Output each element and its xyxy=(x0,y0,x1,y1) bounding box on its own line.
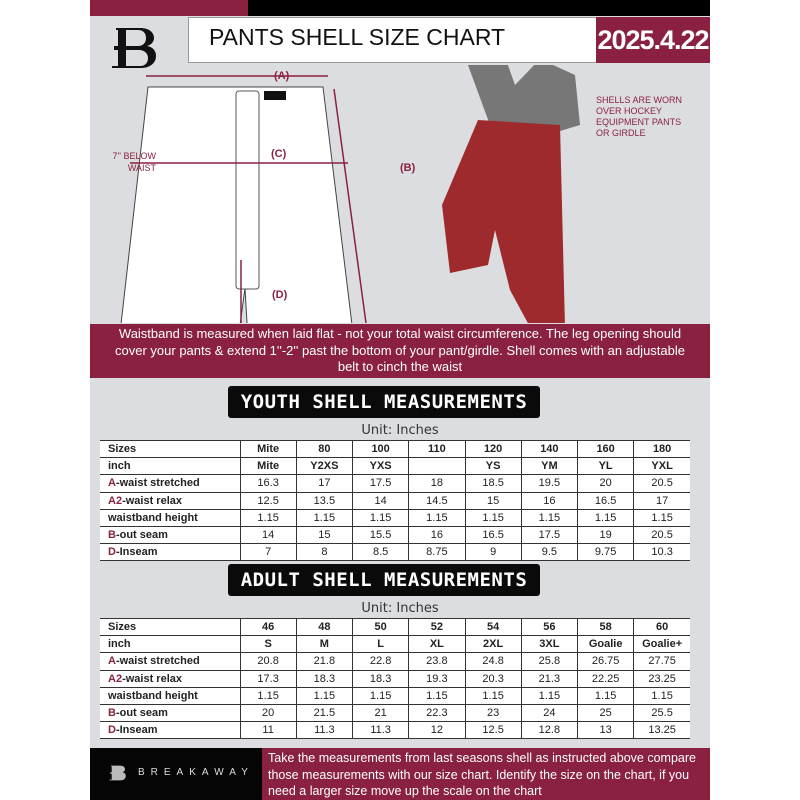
table-cell: 12.5 xyxy=(465,722,521,739)
table-cell: 100 xyxy=(353,441,409,458)
table-cell: 27.75 xyxy=(634,653,690,670)
measure-key: A2 xyxy=(108,494,123,507)
table-cell: 11.3 xyxy=(353,722,409,739)
table-cell: 20 xyxy=(240,704,296,721)
table-cell: 22.25 xyxy=(578,670,634,687)
adult-size-table xyxy=(100,618,690,739)
measure-key: A xyxy=(108,655,116,668)
table-cell: Mite xyxy=(240,441,296,458)
table-cell: L xyxy=(353,636,409,653)
table-cell: 11 xyxy=(240,722,296,739)
row-label xyxy=(100,475,240,492)
table-cell: 15.5 xyxy=(353,526,409,543)
row-label xyxy=(100,619,240,636)
table-cell: 1.15 xyxy=(634,687,690,704)
table-cell: 24 xyxy=(521,704,577,721)
table-cell: Goalie+ xyxy=(634,636,690,653)
date-badge: 2025.4.22 xyxy=(596,17,710,63)
row-label xyxy=(100,653,240,670)
table-cell: 21.3 xyxy=(521,670,577,687)
table-cell: 1.15 xyxy=(353,687,409,704)
table-cell: 22.8 xyxy=(353,653,409,670)
table-cell: 120 xyxy=(465,441,521,458)
table-cell: 3XL xyxy=(521,636,577,653)
table-cell: 54 xyxy=(465,619,521,636)
table-cell: 1.15 xyxy=(634,509,690,526)
table-cell: 13.25 xyxy=(634,722,690,739)
table-row xyxy=(100,475,690,492)
table-cell: Y2XS xyxy=(296,458,352,475)
table-cell: 1.15 xyxy=(521,509,577,526)
row-label-text: Sizes xyxy=(108,443,137,456)
table-row xyxy=(100,653,690,670)
table-cell: 17.5 xyxy=(353,475,409,492)
table-cell: 12.8 xyxy=(521,722,577,739)
measure-key: B xyxy=(108,529,116,542)
table-cell: 160 xyxy=(578,441,634,458)
table-cell: YS xyxy=(465,458,521,475)
table-cell: 1.15 xyxy=(353,509,409,526)
table-cell: 13.5 xyxy=(296,492,352,509)
table-cell: YL xyxy=(578,458,634,475)
table-cell: 23.8 xyxy=(409,653,465,670)
table-cell: 21.8 xyxy=(296,653,352,670)
measurement-info: Waistband is measured when laid flat - not your total waist circumference. The leg opening should cover your pants & extend 1''-2'' past the bottom of your pant/girdle. Shell comes with an adjustable belt to cinch the waist xyxy=(90,324,710,378)
row-label-text: -out seam xyxy=(115,529,168,542)
table-cell: 18.3 xyxy=(296,670,352,687)
table-cell: 17 xyxy=(634,492,690,509)
table-cell: 1.15 xyxy=(578,509,634,526)
row-label xyxy=(100,704,240,721)
table-cell: 52 xyxy=(409,619,465,636)
shell-note: SHELLS ARE WORN OVER HOCKEY EQUIPMENT PANTS OR GIRDLE xyxy=(596,95,683,138)
row-label-text: -Inseam xyxy=(115,724,158,737)
table-cell: 23 xyxy=(465,704,521,721)
table-cell: 11.3 xyxy=(296,722,352,739)
table-cell: 1.15 xyxy=(409,687,465,704)
measure-key: D xyxy=(108,724,116,737)
row-label xyxy=(100,636,240,653)
row-label-text: -waist relax xyxy=(122,494,182,507)
table-cell: YM xyxy=(521,458,577,475)
table-cell: 2XL xyxy=(465,636,521,653)
table-cell: 15 xyxy=(296,526,352,543)
table-cell: Goalie xyxy=(578,636,634,653)
table-cell: 16.5 xyxy=(465,526,521,543)
table-cell: 14 xyxy=(353,492,409,509)
table-cell: 18 xyxy=(409,475,465,492)
footer-brand-name: BREAKAWAY xyxy=(138,767,254,778)
row-label xyxy=(100,687,240,704)
table-cell: 25 xyxy=(578,704,634,721)
table-cell: 19.5 xyxy=(521,475,577,492)
table-cell: 18.3 xyxy=(353,670,409,687)
footer-logo-icon xyxy=(108,762,128,784)
row-label-text: inch xyxy=(108,460,131,473)
table-row xyxy=(100,722,690,739)
table-cell: Mite xyxy=(240,458,296,475)
table-cell: 17 xyxy=(296,475,352,492)
table-cell: 21 xyxy=(353,704,409,721)
table-cell: 50 xyxy=(353,619,409,636)
table-cell: 23.25 xyxy=(634,670,690,687)
table-cell: 14 xyxy=(240,526,296,543)
row-label-text: -waist stretched xyxy=(115,655,200,668)
table-cell: 16.5 xyxy=(578,492,634,509)
table-cell: 16 xyxy=(521,492,577,509)
row-label xyxy=(100,509,240,526)
table-cell: 180 xyxy=(634,441,690,458)
label-b: (B) xyxy=(400,162,416,174)
youth-unit: Unit: Inches xyxy=(361,423,439,438)
below-waist-note: 7'' BELOW WAIST xyxy=(112,151,156,173)
table-cell: 58 xyxy=(578,619,634,636)
row-label xyxy=(100,544,240,561)
table-cell: 21.5 xyxy=(296,704,352,721)
table-cell: 1.15 xyxy=(240,509,296,526)
table-cell: 20.3 xyxy=(465,670,521,687)
table-cell: 8 xyxy=(296,544,352,561)
row-label xyxy=(100,492,240,509)
row-label xyxy=(100,526,240,543)
table-row xyxy=(100,544,690,561)
measure-key: B xyxy=(108,707,116,720)
table-cell: M xyxy=(296,636,352,653)
table-cell: S xyxy=(240,636,296,653)
table-cell: 1.15 xyxy=(296,509,352,526)
row-label-text: -Inseam xyxy=(115,546,158,559)
table-row xyxy=(100,704,690,721)
label-d: (D) xyxy=(272,289,288,301)
table-cell: YXL xyxy=(634,458,690,475)
table-cell: XL xyxy=(409,636,465,653)
table-cell: 9 xyxy=(465,544,521,561)
table-cell: 60 xyxy=(634,619,690,636)
table-row xyxy=(100,458,690,475)
table-cell: 140 xyxy=(521,441,577,458)
table-cell: 8.5 xyxy=(353,544,409,561)
table-cell: 19.3 xyxy=(409,670,465,687)
top-bar xyxy=(248,0,710,16)
table-row xyxy=(100,687,690,704)
table-cell xyxy=(409,458,465,475)
measure-key: D xyxy=(108,546,116,559)
table-cell: 17.5 xyxy=(521,526,577,543)
table-cell: 20.5 xyxy=(634,475,690,492)
table-cell: 12.5 xyxy=(240,492,296,509)
table-cell: 8.75 xyxy=(409,544,465,561)
table-row xyxy=(100,509,690,526)
title-box xyxy=(188,17,596,63)
table-cell: 22.3 xyxy=(409,704,465,721)
table-row xyxy=(100,619,690,636)
table-cell: 16 xyxy=(409,526,465,543)
table-cell: 80 xyxy=(296,441,352,458)
table-cell: 25.5 xyxy=(634,704,690,721)
table-cell: 9.5 xyxy=(521,544,577,561)
table-cell: 24.8 xyxy=(465,653,521,670)
youth-size-table xyxy=(100,440,690,561)
row-label-text: -waist stretched xyxy=(115,477,200,490)
table-cell: 1.15 xyxy=(296,687,352,704)
row-label xyxy=(100,722,240,739)
table-cell: 13 xyxy=(578,722,634,739)
row-label xyxy=(100,441,240,458)
table-cell: 56 xyxy=(521,619,577,636)
row-label-text: waistband height xyxy=(108,511,198,524)
row-label xyxy=(100,458,240,475)
table-cell: 15 xyxy=(465,492,521,509)
table-row xyxy=(100,441,690,458)
table-cell: 1.15 xyxy=(240,687,296,704)
table-cell: 10.3 xyxy=(634,544,690,561)
table-cell: 1.15 xyxy=(465,687,521,704)
table-cell: 19 xyxy=(578,526,634,543)
table-row xyxy=(100,636,690,653)
table-cell: 1.15 xyxy=(521,687,577,704)
table-row xyxy=(100,526,690,543)
table-row xyxy=(100,670,690,687)
adult-unit: Unit: Inches xyxy=(361,601,439,616)
table-cell: 20 xyxy=(578,475,634,492)
measure-key: A xyxy=(108,477,116,490)
youth-section-title: YOUTH SHELL MEASUREMENTS xyxy=(228,386,540,418)
table-cell: 16.3 xyxy=(240,475,296,492)
hockey-pants-photo xyxy=(442,65,580,323)
row-label-text: -waist relax xyxy=(122,672,182,685)
row-label-text: -out seam xyxy=(115,707,168,720)
table-row xyxy=(100,492,690,509)
label-a: (A) xyxy=(274,70,290,82)
table-cell: 48 xyxy=(296,619,352,636)
page-title: PANTS SHELL SIZE CHART xyxy=(209,24,506,50)
table-cell: 12 xyxy=(409,722,465,739)
top-bar-accent xyxy=(90,0,248,16)
row-label xyxy=(100,670,240,687)
adult-section-title: ADULT SHELL MEASUREMENTS xyxy=(228,564,540,596)
size-chart-page xyxy=(90,0,710,800)
table-cell: 20.8 xyxy=(240,653,296,670)
table-cell: 110 xyxy=(409,441,465,458)
table-cell: 1.15 xyxy=(409,509,465,526)
row-label-text: inch xyxy=(108,638,131,651)
table-cell: 46 xyxy=(240,619,296,636)
table-cell: 26.75 xyxy=(578,653,634,670)
row-label-text: waistband height xyxy=(108,689,198,702)
row-label-text: Sizes xyxy=(108,621,137,634)
table-cell: 18.5 xyxy=(465,475,521,492)
table-cell: 14.5 xyxy=(409,492,465,509)
table-cell: 1.15 xyxy=(578,687,634,704)
label-c: (C) xyxy=(271,148,287,160)
table-cell: 25.8 xyxy=(521,653,577,670)
table-cell: 9.75 xyxy=(578,544,634,561)
footer-note: Take the measurements from last seasons shell as instructed above compare those measurements with our size chart. Identify the size on the chart, if you need a larger size move up the scale on the chart xyxy=(262,748,710,800)
measure-key: A2 xyxy=(108,672,123,685)
table-cell: 1.15 xyxy=(465,509,521,526)
table-cell: YXS xyxy=(353,458,409,475)
buckle-icon xyxy=(264,91,286,100)
table-cell: 7 xyxy=(240,544,296,561)
table-cell: 20.5 xyxy=(634,526,690,543)
table-cell: 17.3 xyxy=(240,670,296,687)
